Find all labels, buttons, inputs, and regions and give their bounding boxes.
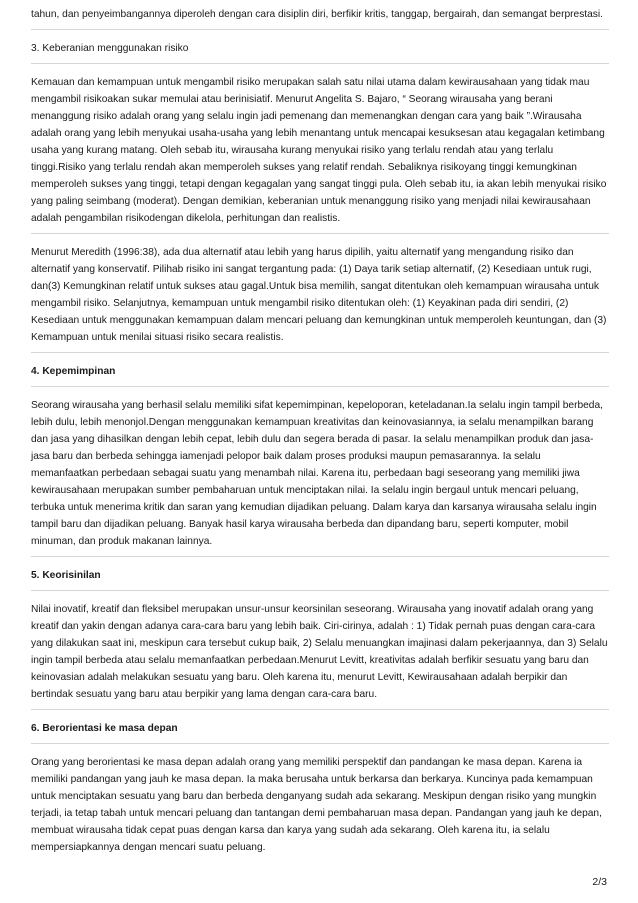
section-keberanian (31, 40, 609, 353)
section-divider (31, 743, 609, 744)
page-number: 2/3 (592, 876, 607, 888)
section-kepemimpinan (31, 363, 609, 557)
section-divider (31, 556, 609, 557)
section-heading: 3. Keberanian menggunakan risiko (31, 43, 189, 54)
section-divider (31, 386, 609, 387)
section-paragraph: Nilai inovatif, kreatif dan fleksibel merupakan unsur-unsur keorsinilan seseorang. Wirausaha yang inovatif adalah orang yang kreatif dan yakin dengan adanya cara-cara baru yang lebih baik. Ciri-cirinya, adalah : 1) Tidak pernah puas dengan cara-cara yang dilakukan saat ini, meskipun cara tersebut cukup baik, 2) Selalu menuangkan imajinasi dalam pekerjaannya, dan 3) Selalu ingin tampil berbeda atau selalu memanfaatkan perbedaan.Menurut Levitt, kreativitas adalah berfikir sesuatu yang baru dan keinovasian adalah melakukan sesuatu yang baru. Oleh karena itu, menurut Levitt, Kewirausahaan adalah berpikir dan bertindak sesuatu yang baru atau berpikir yang lama dengan cara-cara baru. (31, 604, 608, 700)
section-paragraph: Menurut Meredith (1996:38), ada dua alternatif atau lebih yang harus dipilih, yaitu alternatif yang mengandung risiko dan alternatif yang konservatif. Pilihab risiko ini sangat tergantung pada: (1) Daya tarik setiap alternatif, (2) Kesediaan untuk rugi, dan(3) Kemungkinan relatif untuk sukses atau gagal.Untuk bisa memilih, sangat ditentukan oleh kemampuan wirausaha untuk mengambil risiko. Selanjutnya, kemampuan untuk mengambil risiko ditentukan oleh: (1) Keyakinan pada diri sendiri, (2) Kesediaan untuk menggunakan kemampuan dalam mencari peluang dan kemungkinan untuk memperoleh keuntungan, dan (3) Kemampuan untuk menilai situasi risiko secara realistis. (31, 247, 607, 343)
section-paragraph: Orang yang berorientasi ke masa depan adalah orang yang memiliki perspektif dan pandangan ke masa depan. Karena ia memiliki pandangan yang jauh ke masa depan. Ia maka berusaha untuk berkarsa dan berkarya. Kuncinya pada kemampuan untuk menciptakan sesuatu yang baru dan berbeda denganyang sudah ada sekarang. Meskipun dengan risiko yang mungkin terjadi, ia tetap tabah untuk mencari peluang dan tantangan demi pembaharuan masa depan. Pandangan yang jauh ke depan, membuat wirausaha tidak cepat puas dengan karsa dan karya yang sudah ada sekarang. Oleh karena itu, ia selalu mempersiapkannya dengan mencari suatu peluang. (31, 757, 602, 853)
section-divider (31, 590, 609, 591)
section-divider (31, 29, 609, 30)
section-paragraph: Seorang wirausaha yang berhasil selalu memiliki sifat kepemimpinan, kepeloporan, keteladanan.Ia selalu ingin tampil berbeda, lebih dulu, lebih menonjol.Dengan menggunakan kemampuan kreativitas dan keinovasiannya, ia selalu menampilkan barang dan jasa yang dihasilkan dengan lebih cepat, lebih dulu dan segera berada di pasar. Ia selalu menampilkan produk dan jasa-jasa baru dan berbeda sehingga iamenjadi pelopor baik dalam proses produksi maupun pemasarannya. Ia selalu memanfaatkan perbedaan sebagai suatu yang menambah nilai. Karena itu, perbedaan bagi seseorang yang memiliki jiwa kewirausahaan merupakan sumber pembaharuan untuk menciptakan nilai. Ia selalu ingin bergaul untuk mencari peluang, terbuka untuk menerima kritik dan saran yang kemudian dijadikan peluang. Dalam karya dan karsanya wirausaha selalu ingin tampil baru dan dijadikan peluang. Banyak hasil karya wirausaha berbeda dan dipandang baru, seperti komputer, mobil minuman, dan produk makanan lainnya. (31, 400, 603, 547)
section-divider (31, 709, 609, 710)
section-heading: 4. Kepemimpinan (31, 366, 116, 377)
section-divider (31, 63, 609, 64)
section-keorisinilan (31, 567, 609, 710)
intro-paragraph: tahun, dan penyeimbangannya diperoleh dengan cara disiplin diri, berfikir kritis, tanggap, bergairah, dan semangat berprestasi. (31, 9, 603, 20)
section-paragraph: Kemauan dan kemampuan untuk mengambil risiko merupakan salah satu nilai utama dalam kewirausahaan yang tidak mau mengambil risikoakan sukar memulai atau berinisiatif. Menurut Angelita S. Bajaro, “ Seorang wirausaha yang berani menanggung risiko adalah orang yang selalu ingin jadi pemenang dan memenangkan dengan cara yang baik ”.Wirausaha adalah orang yang lebih menyukai usaha-usaha yang lebih menantang untuk mencapai kesuksesan atau kegagalan ketimbang usaha yang kurang matang. Oleh sebab itu, wirausaha kurang menyukai risiko yang terlalu rendah atau yang terlalu tinggi.Risiko yang terlalu rendah akan memperoleh sukses yang relatif rendah. Sebaliknya risikoyang tinggi kemungkinan memperoleh sukses yang tinggi, tetapi dengan kegagalan yang sangat tinggi pula. Oleh sebab itu, ia akan lebih menyukai risiko yang paling seimbang (moderat). Dengan demikian, keberanian untuk menanggung risiko yang menjadi nilai kewirausahaan adalah pengambilan risikodengan dikelola, perhitungan dan realistis. (31, 77, 607, 224)
section-heading: 6. Berorientasi ke masa depan (31, 723, 178, 734)
section-heading: 5. Keorisinilan (31, 570, 101, 581)
section-divider (31, 233, 609, 234)
section-masa-depan (31, 720, 609, 856)
section-divider (31, 352, 609, 353)
document-page (31, 6, 609, 856)
